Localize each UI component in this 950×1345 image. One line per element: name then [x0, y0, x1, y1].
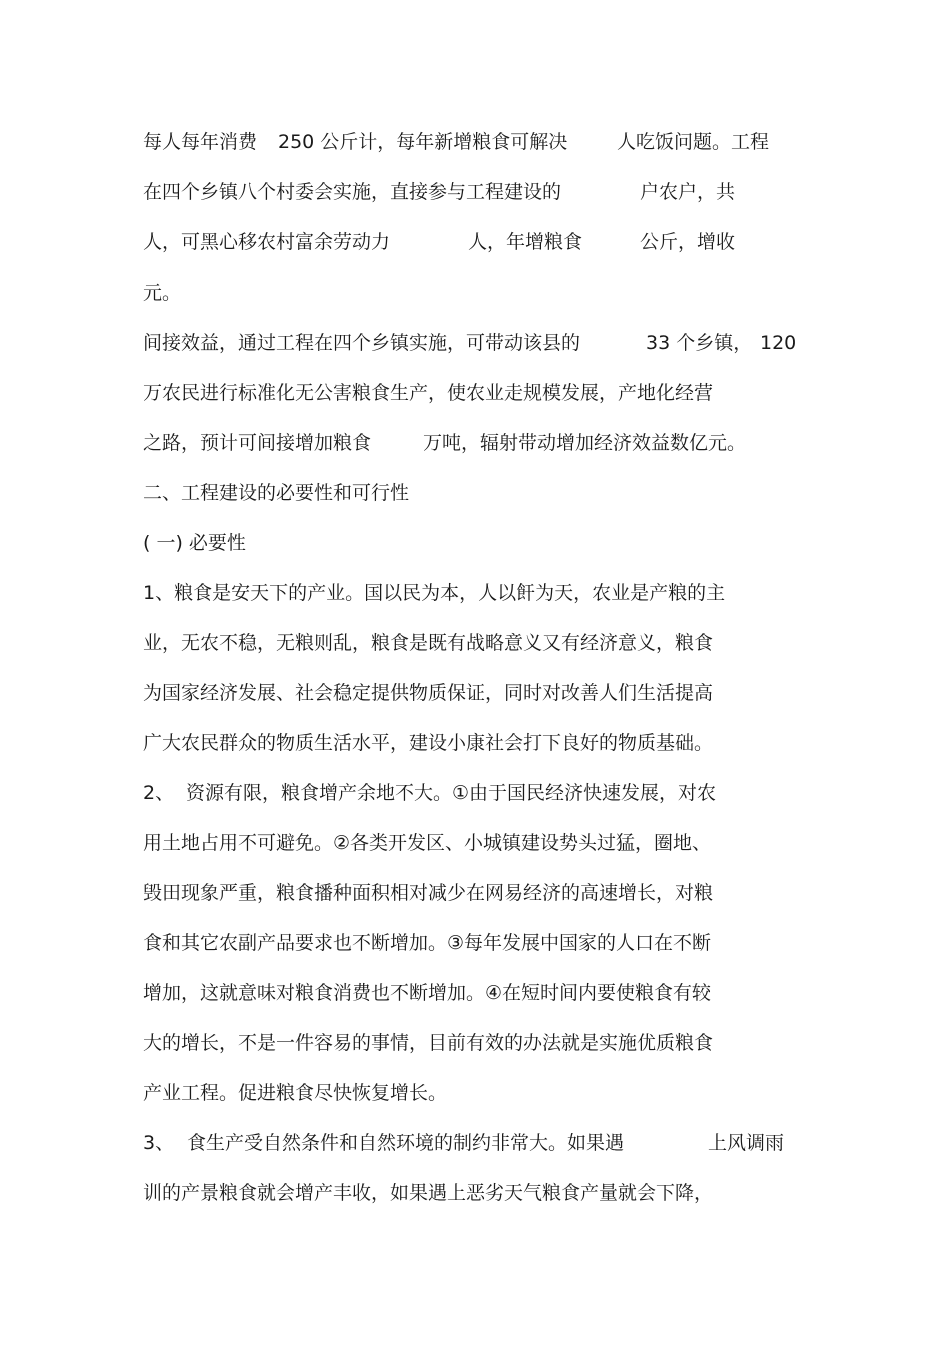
- text-segment: 之路，预计可间接增加粮食: [143, 432, 372, 454]
- text-segment: 120: [760, 332, 797, 354]
- text-segment: 资源有限，粮食增产余地不大。①由于国民经济快速发展，对农: [186, 782, 717, 804]
- text-segment: 1、粮食是安天下的产业。国以民为本，人以飦为天，农业是产粮的主: [143, 582, 726, 604]
- text-segment: 毁田现象严重，粮食播种面积相对减少在网易经济的高速增长，对粮: [143, 882, 714, 904]
- text-segment: 上风调雨: [708, 1132, 785, 1154]
- text-segment: 食生产受自然条件和自然环境的制约非常大。如果遇: [187, 1132, 625, 1154]
- text-segment: 2、: [143, 782, 175, 804]
- text-segment: 增加，这就意味对粮食消费也不断增加。④在短时间内要使粮食有较: [143, 982, 712, 1004]
- text-line: [143, 1181, 714, 1253]
- text-segment: 业，无农不稳，无粮则乱，粮食是既有战略意义又有经济意义，粮食: [143, 632, 714, 654]
- text-segment: 间接效益，通过工程在四个乡镇实施，可带动该县的: [143, 332, 581, 354]
- text-segment: 为国家经济发展、社会稳定提供物质保证，同时对改善人们生活提高: [143, 682, 714, 704]
- text-segment: 在四个乡镇八个村委会实施，直接参与工程建设的: [143, 181, 562, 203]
- text-segment: 万吨，辐射带动增加经济效益数亿元。: [423, 432, 747, 454]
- text-segment: 人，年增粮食: [468, 231, 583, 253]
- text-segment: 二、工程建设的必要性和可行性: [143, 482, 410, 504]
- text-segment: 用土地占用不可避免。②各类开发区、小城镇建设势头过猛，圈地、: [143, 832, 712, 854]
- text-segment: 产业工程。促进粮食尽快恢复增长。: [143, 1082, 448, 1104]
- text-segment: 户农户，共: [640, 181, 736, 203]
- text-segment: 万农民进行标准化无公害粮食生产，使农业走规模发展，产地化经营: [143, 382, 714, 404]
- text-segment: 250 公斤计，每年新增粮食可解决: [278, 131, 568, 153]
- text-segment: 训的产景粮食就会增产丰收，如果遇上恶劣天气粮食产量就会下降，: [143, 1182, 714, 1204]
- text-segment: 食和其它农副产品要求也不断增加。③每年发展中国家的人口在不断: [143, 932, 712, 954]
- text-segment: 公斤，增收: [640, 231, 736, 253]
- text-segment: 每人每年消费: [143, 131, 258, 153]
- text-segment: 3、: [143, 1132, 175, 1154]
- text-segment: 元。: [143, 282, 182, 304]
- text-segment: 大的增长，不是一件容易的事情，目前有效的办法就是实施优质粮食: [143, 1032, 714, 1054]
- text-segment: 广大农民群众的物质生活水平，建设小康社会打下良好的物质基础。: [143, 732, 714, 754]
- text-segment: 人，可黑心移农村富余劳动力: [143, 231, 391, 253]
- text-segment: 人吃饭问题。工程: [617, 131, 770, 153]
- text-segment: 33 个乡镇，: [646, 332, 753, 354]
- text-segment: ( 一) 必要性: [143, 532, 246, 554]
